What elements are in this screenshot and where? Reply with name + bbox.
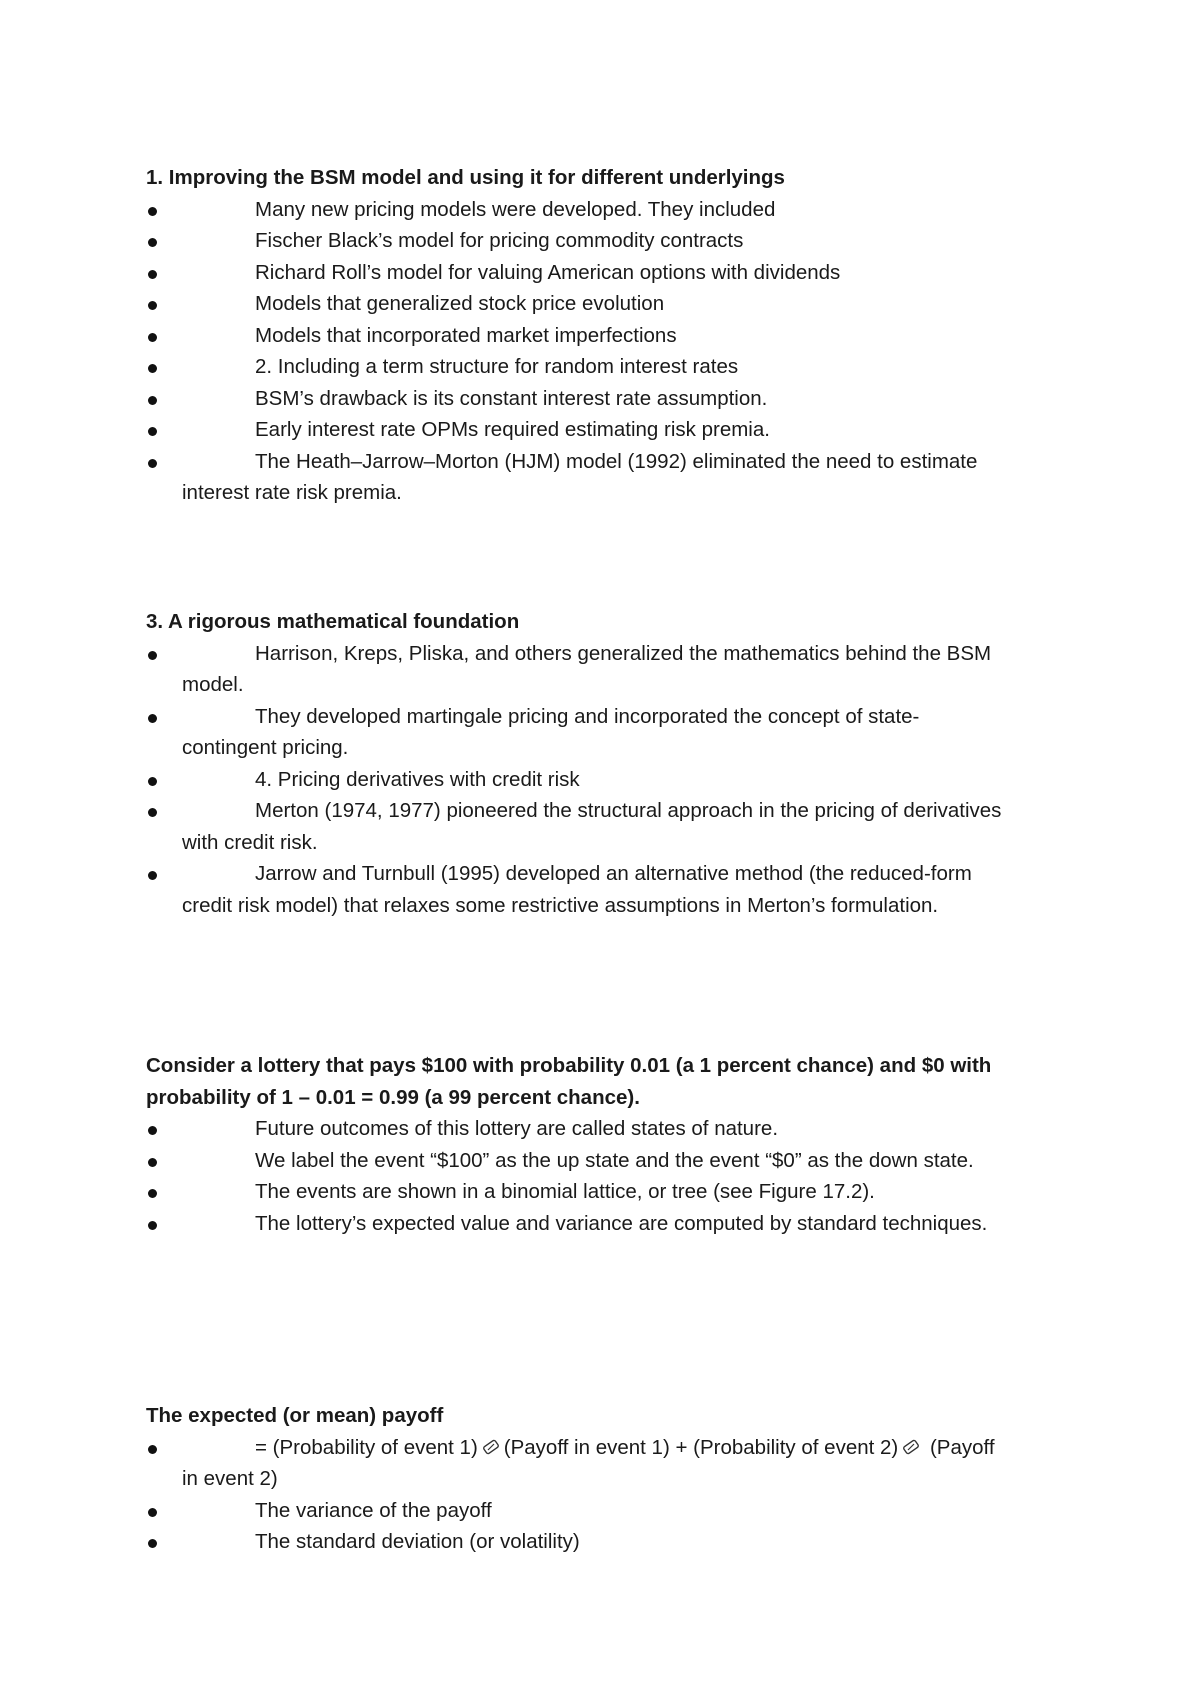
list-item: Future outcomes of this lottery are called states of nature. (146, 1113, 1006, 1145)
bullet-icon (148, 1189, 157, 1198)
list-item: Richard Roll’s model for valuing American options with dividends (146, 257, 1006, 289)
bullet-list (146, 1432, 1006, 1558)
bullet-icon (148, 1158, 157, 1167)
list-item: Many new pricing models were developed. They included (146, 194, 1006, 226)
bullet-icon (148, 714, 157, 723)
list-item: 4. Pricing derivatives with credit risk (146, 764, 1006, 796)
formula-item: = (Probability of event 1) (Payoff in event 1) + (Probability of event 2) (Payoff in event 2) (146, 1432, 1006, 1495)
bullet-list (146, 638, 1006, 922)
bullet-icon (148, 808, 157, 817)
bullet-icon (148, 1221, 157, 1230)
list-item: They developed martingale pricing and incorporated the concept of state-contingent pricing. (146, 701, 1006, 764)
bullet-icon (148, 238, 157, 247)
list-item: The standard deviation (or volatility) (146, 1526, 1006, 1558)
list-item: The events are shown in a binomial lattice, or tree (see Figure 17.2). (146, 1176, 1006, 1208)
bullet-icon (148, 301, 157, 310)
section-lottery (146, 1050, 1006, 1239)
bullet-icon (148, 777, 157, 786)
list-item: Early interest rate OPMs required estimating risk premia. (146, 414, 1006, 446)
section-bsm-improvements (146, 162, 1006, 509)
bullet-icon (148, 364, 157, 373)
bullet-icon (148, 427, 157, 436)
bullet-icon (148, 207, 157, 216)
list-item: Models that incorporated market imperfections (146, 320, 1006, 352)
multiply-glyph-icon (482, 1438, 500, 1456)
bullet-icon (148, 1445, 157, 1454)
bullet-icon (148, 871, 157, 880)
list-item: The lottery’s expected value and variance are computed by standard techniques. (146, 1208, 1006, 1240)
bullet-icon (148, 333, 157, 342)
bullet-icon (148, 1126, 157, 1135)
bullet-list (146, 1113, 1006, 1239)
bullet-icon (148, 1508, 157, 1517)
list-item: The variance of the payoff (146, 1495, 1006, 1527)
section-heading: 1. Improving the BSM model and using it for different underlyings (146, 166, 785, 189)
bullet-icon (148, 651, 157, 660)
section-heading: 3. A rigorous mathematical foundation (146, 610, 520, 633)
list-item: Harrison, Kreps, Pliska, and others generalized the mathematics behind the BSM model. (146, 638, 1006, 701)
bullet-icon (148, 396, 157, 405)
list-item: Merton (1974, 1977) pioneered the structural approach in the pricing of derivatives with credit risk. (146, 795, 1006, 858)
section-heading: The expected (or mean) payoff (146, 1404, 444, 1427)
list-item: The Heath–Jarrow–Morton (HJM) model (1992) eliminated the need to estimate interest rate risk premia. (146, 446, 1006, 509)
multiply-glyph-icon (902, 1438, 920, 1456)
list-item: We label the event “$100” as the up state and the event “$0” as the down state. (146, 1145, 1006, 1177)
bullet-icon (148, 459, 157, 468)
section-heading: Consider a lottery that pays $100 with probability 0.01 (a 1 percent chance) and $0 with probability of 1 – 0.01 = 0.99 (a 99 percent chance). (146, 1054, 992, 1109)
bullet-icon (148, 270, 157, 279)
section-math-foundation (146, 606, 1006, 921)
list-item: 2. Including a term structure for random interest rates (146, 351, 1006, 383)
list-item: BSM’s drawback is its constant interest rate assumption. (146, 383, 1006, 415)
list-item: Fischer Black’s model for pricing commodity contracts (146, 225, 1006, 257)
list-item: Jarrow and Turnbull (1995) developed an alternative method (the reduced-form credit risk model) that relaxes some restrictive assumptions in Merton’s formulation. (146, 858, 1006, 921)
bullet-list (146, 194, 1006, 509)
section-expected-payoff (146, 1400, 1006, 1558)
bullet-icon (148, 1539, 157, 1548)
list-item: Models that generalized stock price evolution (146, 288, 1006, 320)
